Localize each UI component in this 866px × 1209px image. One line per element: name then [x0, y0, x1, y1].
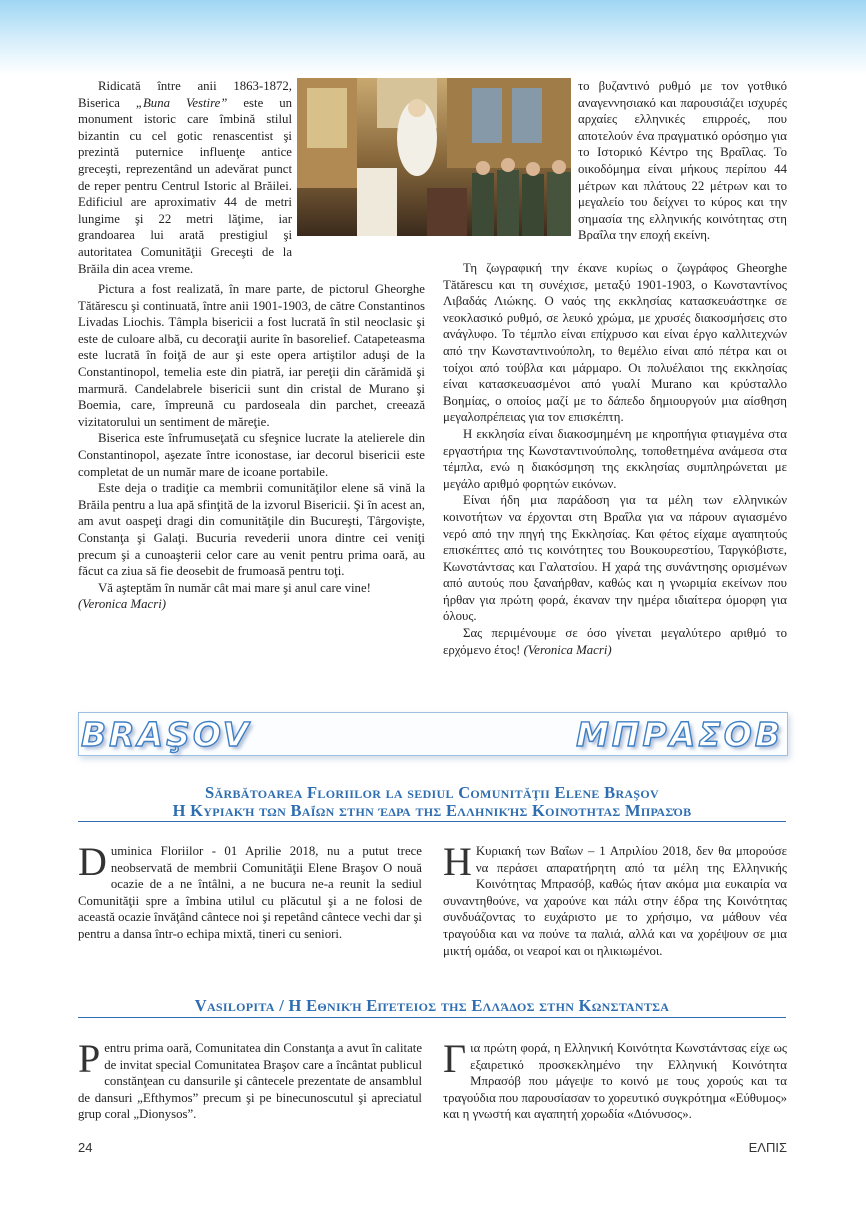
page-number: 24	[78, 1140, 93, 1155]
left-paragraph-5: Vă aşteptăm în număr cât mai mare şi anul care vine!	[98, 580, 371, 595]
left-article-body	[78, 281, 425, 613]
section1-ro-dropcap: D	[78, 839, 107, 884]
magazine-name: ΕΛΠΙΣ	[748, 1140, 787, 1155]
top-decorative-band	[0, 0, 866, 75]
banner-city-ro: BRAŞOV	[81, 715, 252, 754]
right-article-column	[443, 78, 787, 244]
section1-title-gr: Η Κυριακή των Βαΐων στην έδρα της Ελληνικής Κοινότητας Μπρασόβ	[172, 801, 692, 820]
section2-gr-body: ια πρώτη φορά, η Ελληνική Κοινότητα Κωνστάντσας είχε ως εξαιρετικό προσκεκλημένο την Ελληνική Κοινότητα Μπρασόβ που μάγεψε το κοινό με τους χορούς και τα τραγούδια που παρουσίασαν το χορευτικό συγκρότημα «Εύθυμος» και η γνωστή και αγαπητή χορωδία «Διόνυσος».	[443, 1041, 787, 1122]
intro-text-rest: este un monument istoric care îmbină stilul bizantin cu cel gotic renascentist şi prezintă puternice influenţe antice greceşti, reprezentând un adevărat punct de reper pentru Centrul Istoric al Brăilei. Edificiul are aproximativ 44 de metri lungime şi 22 metri lăţime, iar grandoarea lui arată prestigiul şi autoritatea Comunităţii Greceşti de la Brăila din acea vreme.	[78, 95, 292, 276]
section1-title-ro: Sărbătoarea Floriilor la sediul Comunităţii Elene Braşov	[205, 783, 659, 802]
section2-ro-body: entru prima oară, Comunitatea din Constanţa a avut în calitate de invitat special Comunitatea Braşov care a încântat publicul constănţean cu dansurile şi cântecele prezentate de ansamblul de dansuri „Efthymos” precum şi pe binecunoscutul şi apreciatul grup coral „Dionysos”.	[78, 1041, 422, 1122]
left-paragraph-2: Pictura a fost realizată, în mare parte, de pictorul Gheorghe Tătărescu şi continuată, între anii 1901-1903, de către Constantinos Livadas Liochis. Tâmpla bisericii a fost lucrată în stil neoclasic şi este de culoare albă, cu decoraţii aurite în basorelief. Catapeteasma este lucrată în foiţă de aur şi este opera artiştilor aduşi de la Constantinopol, temelia este din piatră, iar pereţii din cărămidă şi marmură. Candelabrele bisericii sunt din cristal de Murano şi Boemia, care, împreună cu pardoseala din parchet, creează vizitatorului un sentiment de măreţie.	[78, 282, 425, 429]
right-paragraph-2: Τη ζωγραφική την έκανε κυρίως ο ζωγράφος Gheorghe Tătărescu και τη συνέχισε, μεταξύ 1901-1903, ο Κωνσταντίνος Λιβαδάς Λιώκης. Ο ναός της εκκλησίας κατασκευάστηκε σε νεοκλασικό ρυθμό, σε λευκό χρώμα, με χρυσές διακοσμήσεις στο ανάγλυφο. Το τέμπλο είναι επίχρυσο και είναι έργο καλλιτεχνών από την Κωνσταντινούπολη, το θεμέλιο είναι από πέτρα και οι τοίχοι από τούβλα και μάρμαρο. Οι πολυέλαιοι της εκκλησίας είναι κατασκευασμένοι από γυαλί Murano και κρύσταλλο Βοημίας, ο οποίος μαζί με το δάπεδο δημιουργούν μια αίσθηση μεγαλοπρέπειας για τον επισκέπτη.	[443, 261, 787, 425]
right-paragraph-1: το βυζαντινό ρυθμό με τον γοτθικό αναγεννησιακό και παρουσιάζει ισχυρές αρχαίες ελληνικές επιρροές, που αποτελούν ένα πραγματικό ορόσημο για το Ιστορικό Κέντρο της Βραΐλας. Το οικοδόμημα είναι μήκους περίπου 44 μέτρων και πλάτους 22 μέτρων και το μεγαλείο του δείχνει το κύρος και την σημασία της ελληνικής κοινότητας στη Βραΐλα την εποχή εκείνη.	[578, 79, 787, 243]
section2-ro-dropcap: P	[78, 1036, 101, 1081]
banner-city-gr: ΜΠΡΑΣΟΒ	[576, 715, 783, 754]
church-name: „Buna Vestire”	[135, 95, 228, 110]
section1-gr-dropcap: Η	[443, 839, 472, 884]
section1-gr-body: Κυριακή των Βαΐων – 1 Απριλίου 2018, δεν θα μπορούσε να περάσει απαρατήρητη από τα μέλη της Ελληνικής Κοινότητας Μπρασόβ, καθώς ήταν ακόμα μια ευκαιρία να συναντηθούνε, να χαρούνε και πάλι στην έδρα της Κοινότητας συνδυάζοντας το ευχάριστο με το χρήσιμο, να μάθουν νέα τραγούδια και να πούνε τα παλιά, αλλά και να χορέψουν σε μια μικτή ομάδα, οι νεαροί και οι ηλικιωμένοι.	[443, 844, 787, 958]
left-paragraph-3: Biserica este înfrumuseţată cu sfeşnice lucrate la atelierele din Constantinopol, aşezate între iconostase, iar decorul bisericii este completat de un număr mare de icoane portabile.	[78, 431, 425, 479]
left-article-column	[78, 78, 425, 277]
intro-text-start: Ridicată între anii 1863-1872, Biserica	[78, 79, 292, 110]
section2-title: Vasilopita / Η Εθνική Επέτειος της Ελλάδος στην Κωνσταντσα	[194, 996, 670, 1015]
left-signature: (Veronica Macri)	[78, 597, 167, 612]
right-signature: (Veronica Macri)	[523, 642, 612, 657]
right-article-body	[443, 260, 787, 658]
section2-divider	[78, 1017, 786, 1018]
section2-gr-dropcap: Γ	[443, 1036, 467, 1081]
section2-ro-text	[78, 1036, 422, 1123]
right-paragraph-4: Είναι ήδη μια παράδοση για τα μέλη των ελληνικών κοινοτήτων να έρχονται στη Βραΐλα για να πάρουν αγιασμένο νερό από την πηγή της Εκκλησίας. Και φέτος είχαμε αγαπητούς επισκέπτες από τις κοινότητες του Βουκουρεστίου, Ταργκόβιστε, Κωνστάντσας και Γαλατσίου. Η χαρά της συνάντησης ορισμένων από αυτούς που ξαναήρθαν, καθώς και η γνωριμία εκείνων που ήρθαν για πρώτη φορά, έκαναν την ημέρα ιδιαίτερα όμορφη για όλους.	[443, 493, 787, 624]
right-paragraph-5: Σας περιμένουμε σε όσο γίνεται μεγαλύτερο αριθμό το ερχόμενο έτος! (Veronica Macri)	[443, 626, 787, 657]
city-banner	[78, 712, 788, 756]
section1-divider	[78, 821, 786, 822]
section1-ro-text	[78, 839, 422, 943]
section1-ro-body: uminica Floriilor - 01 Aprilie 2018, nu a putut trece neobservată de membrii Comunităţii Elene Braşov O nouă ocazie de a ne întâlni, a ne bucura ne-a reunit la sediul Comunităţii spre a îmbina utilul cu plăcutul şi a ne folosi de această ocazie învăţând cântece noi şi repetând cântece vechi dar şi pentru a dansa într-o echipa mixtă, tineri cu seniori.	[78, 844, 422, 941]
right-paragraph-3: Η εκκλησία είναι διακοσμημένη με κηροπήγια φτιαγμένα στα εργαστήρια της Κωνσταντινούπολης, τοποθετημένα ανάμεσα στα τέμπλα, ενώ η διακόσμηση της εκκλησίας συμπληρώνεται με μεγάλο αριθμό φορητών εικόνων.	[443, 426, 787, 491]
left-paragraph-4: Este deja o tradiţie ca membrii comunităţilor elene să vină la Brăila pentru a lua apă sfinţită de la izvorul Bisericii. Şi în acest an, am avut oaspeţi dragi din comunităţile din Bucureşti, Târgovişte, Constanţa şi Galaţi. Bucuria revederii unora dintre cei veniţi precum şi a cunoaşterii celor care au venit pentru prima oară, au făcut ca ziua să fie deosebit de frumoasă pentru toţi.	[78, 481, 425, 579]
section1-gr-text	[443, 839, 787, 959]
section2-gr-text	[443, 1036, 787, 1123]
left-paragraph-1	[78, 78, 292, 277]
